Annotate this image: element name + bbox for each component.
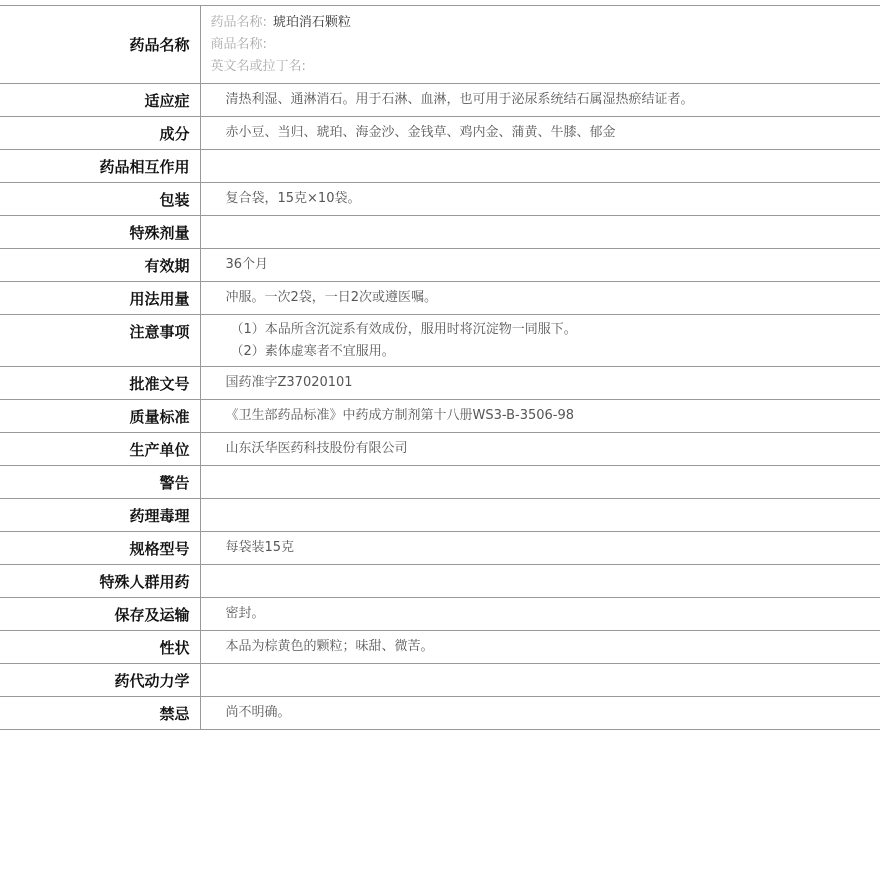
row-value: 本品为棕黄色的颗粒；味甜、微苦。 — [200, 631, 880, 664]
row-value: 36个月 — [200, 249, 880, 282]
trade-name-label: 商品名称: — [211, 37, 267, 52]
row-value: 密封。 — [200, 598, 880, 631]
row-label: 禁忌 — [0, 697, 200, 730]
drug-name-cell — [200, 6, 880, 84]
row-description — [0, 631, 880, 664]
row-warning — [0, 466, 880, 499]
row-label: 药品相互作用 — [0, 150, 200, 183]
row-storage — [0, 598, 880, 631]
generic-name-label: 药品名称: — [211, 15, 267, 30]
row-label: 注意事项 — [0, 315, 200, 367]
row-label: 特殊人群用药 — [0, 565, 200, 598]
generic-name-line — [211, 12, 880, 34]
row-value: 赤小豆、当归、琥珀、海金沙、金钱草、鸡内金、蒲黄、牛膝、郁金 — [200, 117, 880, 150]
precaution-line-2: （2）素体虚寒者不宜服用。 — [231, 341, 880, 363]
row-label: 警告 — [0, 466, 200, 499]
row-label: 批准文号 — [0, 367, 200, 400]
row-value — [200, 466, 880, 499]
row-value: 每袋装15克 — [200, 532, 880, 565]
row-interactions — [0, 150, 880, 183]
row-quality-standard — [0, 400, 880, 433]
precautions-cell — [200, 315, 880, 367]
row-label: 适应症 — [0, 84, 200, 117]
row-value — [200, 565, 880, 598]
row-label: 有效期 — [0, 249, 200, 282]
row-label: 保存及运输 — [0, 598, 200, 631]
row-value: 尚不明确。 — [200, 697, 880, 730]
english-name-line — [211, 56, 880, 78]
row-value — [200, 216, 880, 249]
row-usage-dosage — [0, 282, 880, 315]
row-label: 规格型号 — [0, 532, 200, 565]
row-value — [200, 664, 880, 697]
row-label: 药理毒理 — [0, 499, 200, 532]
row-special-population — [0, 565, 880, 598]
row-label: 包装 — [0, 183, 200, 216]
row-ingredients — [0, 117, 880, 150]
row-value: 冲服。一次2袋，一日2次或遵医嘱。 — [200, 282, 880, 315]
row-drug-name — [0, 6, 880, 84]
row-shelf-life — [0, 249, 880, 282]
row-label: 用法用量 — [0, 282, 200, 315]
row-contraindications — [0, 697, 880, 730]
row-label: 质量标准 — [0, 400, 200, 433]
row-special-dosage — [0, 216, 880, 249]
row-approval-number — [0, 367, 880, 400]
row-pharmacokinetics — [0, 664, 880, 697]
row-specification — [0, 532, 880, 565]
row-label: 成分 — [0, 117, 200, 150]
row-label: 生产单位 — [0, 433, 200, 466]
row-packaging — [0, 183, 880, 216]
row-value: 复合袋，15克×10袋。 — [200, 183, 880, 216]
row-precautions — [0, 315, 880, 367]
english-name-label: 英文名或拉丁名: — [211, 59, 306, 74]
row-value: 国药准字Z37020101 — [200, 367, 880, 400]
row-label: 性状 — [0, 631, 200, 664]
row-toxicology — [0, 499, 880, 532]
row-manufacturer — [0, 433, 880, 466]
row-value — [200, 499, 880, 532]
row-label: 药代动力学 — [0, 664, 200, 697]
generic-name-value: 琥珀消石颗粒 — [273, 15, 351, 30]
drug-info-table — [0, 5, 880, 730]
row-label: 药品名称 — [0, 6, 200, 84]
trade-name-line — [211, 34, 880, 56]
row-value: 山东沃华医药科技股份有限公司 — [200, 433, 880, 466]
row-label: 特殊剂量 — [0, 216, 200, 249]
row-value: 《卫生部药品标准》中药成方制剂第十八册WS3-B-3506-98 — [200, 400, 880, 433]
row-value: 清热利湿、通淋消石。用于石淋、血淋，也可用于泌尿系统结石属湿热瘀结证者。 — [200, 84, 880, 117]
row-indications — [0, 84, 880, 117]
row-value — [200, 150, 880, 183]
precaution-line-1: （1）本品所含沉淀系有效成份，服用时将沉淀物一同服下。 — [231, 319, 880, 341]
